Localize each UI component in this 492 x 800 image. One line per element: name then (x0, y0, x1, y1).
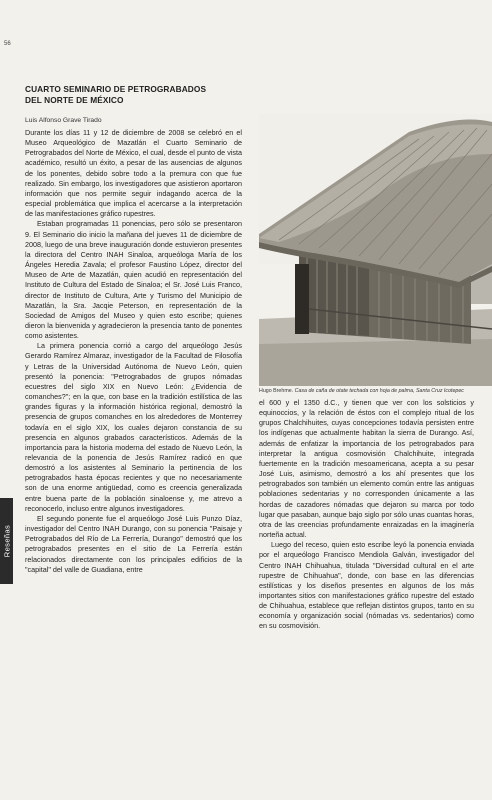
author-byline: Luis Alfonso Grave Tirado (25, 117, 102, 124)
article-title-line-1: CUARTO SEMINARIO DE PETROGRABADOS (25, 84, 207, 94)
left-column (25, 128, 242, 575)
article-title-line-2: DEL NORTE DE MÉXICO (25, 95, 124, 105)
paragraph: Durante los días 11 y 12 de diciembre de 2008 se celebró en el Museo Arqueológico de Mazatlán el Cuarto Seminario de Petrograbados del Norte de México, el cual, desde el punto de vista académico, resultó un éxito, a pesar de las ausencias de algunos de los ponentes, debido sobre todo a la premura con que fue realizado. Sin embargo, los investigadores que asistieron aportaron información que nos permite seguir indagando acerca de la especial problemática que implica el acercarse a la interpretación de las manifestaciones gráfico rupestres. (25, 128, 242, 219)
article-title (25, 84, 255, 106)
right-column (259, 398, 474, 632)
page-number: 56 (4, 41, 11, 47)
hut-photo (259, 114, 492, 386)
paragraph: La primera ponencia corrió a cargo del arqueólogo Jesús Gerardo Ramírez Almaraz, investigador de la Facultad de Filosofía y Letras de la Universidad Autónoma de Nuevo León, quien presentó la ponencia: "Petrograbados de grupos nómadas ecuestres del siglo XIX en Nuevo León: ¿Evidencia de comanches?"; en la que, con base en la tradición estilística de las grandes figuras y la información histórica regional, demostró la presencia de grupos comanches en los alrededores de Monterrey todavía en el siglo XIX, los cuales dejaron constancia de su presencia en algunos grabados característicos. Además de la importancia para la historia moderna del estado de Nuevo León, la relevancia de la ponencia de Jesús Ramírez radicó en que demostró a los asistentes al Seminario la pertinencia de los petrograbados hasta épocas recientes y que no necesariamente son de una enorme antigüedad, como es creencia generalizada entre buena parte de la población sinaloense y, me atrevo a reconocerlo, incluso entre algunos investigadores. (25, 341, 242, 513)
paragraph: Luego del receso, quien esto escribe leyó la ponencia enviada por el arqueólogo Francisco Mendiola Galván, investigador del Centro INAH Chihuahua, titulada "Diversidad cultural en el arte rupestre de Chihuahua", donde, con base en las diferencias estilísticas y los diseños presentes en algunos de los más importantes sitios con manifestaciones gráfico rupestre del estado de Chihuahua, establece que reflejan distintos grupos, tanto en su economía y organización social (nómadas vs. sedentarios) como en su cosmovisión. (259, 540, 474, 631)
paragraph: Estaban programadas 11 ponencias, pero sólo se presentaron 9. El Seminario dio inicio la mañana del jueves 11 de diciembre de 2008, luego de una breve inauguración donde estuvieron presentes la directora del Centro INAH Sinaloa, arqueóloga María de los Ángeles Heredia Zavala; el profesor Faustino López, director del Museo de Arte de Mazatlán, quien acudió en representación del Instituto de Cultura del Estado de Sinaloa; el Sr. José Luis Franco, director de Instituto de Cultura, Arte y Turismo del Municipio de Mazatlán, la Sra. Jacqie Peterson, en representación de la Sociedad de Amigos del Museo y quien esto escribe; quienes dieron la bienvenida y agradecieron la presencia tanto de ponentes como asistentes. (25, 219, 242, 341)
caption-text: Casa de caña de otate techada con hoja de palma, Santa Cruz Icotepec (294, 388, 464, 394)
section-tab-label: Reseñas (2, 524, 11, 558)
paragraph: El segundo ponente fue el arqueólogo José Luis Punzo Díaz, investigador del Centro INAH Durango, con su ponencia "Paisaje y Petrograbados del Río de La Ferrería, Durango" demostró que los petrograbados presentes en el sitio de La Ferrería están relacionados directamente con los principales edificios de la "capital" del valle de Guadiana, entre (25, 513, 242, 574)
section-tab (0, 498, 13, 584)
photo-caption (259, 388, 492, 394)
caption-author: Hugo Brehme. (259, 388, 294, 394)
paragraph: el 600 y el 1350 d.C., y tienen que ver con los solsticios y equinoccios, y la relación de éstos con el complejo ritual de los grupos Chalchihuites, cuyas concepciones todavía persisten entre los indígenas que actualmente habitan la sierra de Durango. Así, además de enfatizar la importancia de los petrograbados para interpretar la antigua cosmovisión Chalchihuite, integrada fuertemente en la tradición mesoamericana, acepta a su pesar José Luis, asimismo, demostró a los ahí presentes que los petrograbados son también un elemento común entre las antiguas poblaciones sedentarias y no corresponden únicamente a las hordas de cazadores nómadas que dejaron su marca por todo lugar que pasaban, aunque bajo siglo por sólo unas cuantas horas, otra de las creencias profundamente enraizadas en la imaginería norteña actual. (259, 398, 474, 540)
